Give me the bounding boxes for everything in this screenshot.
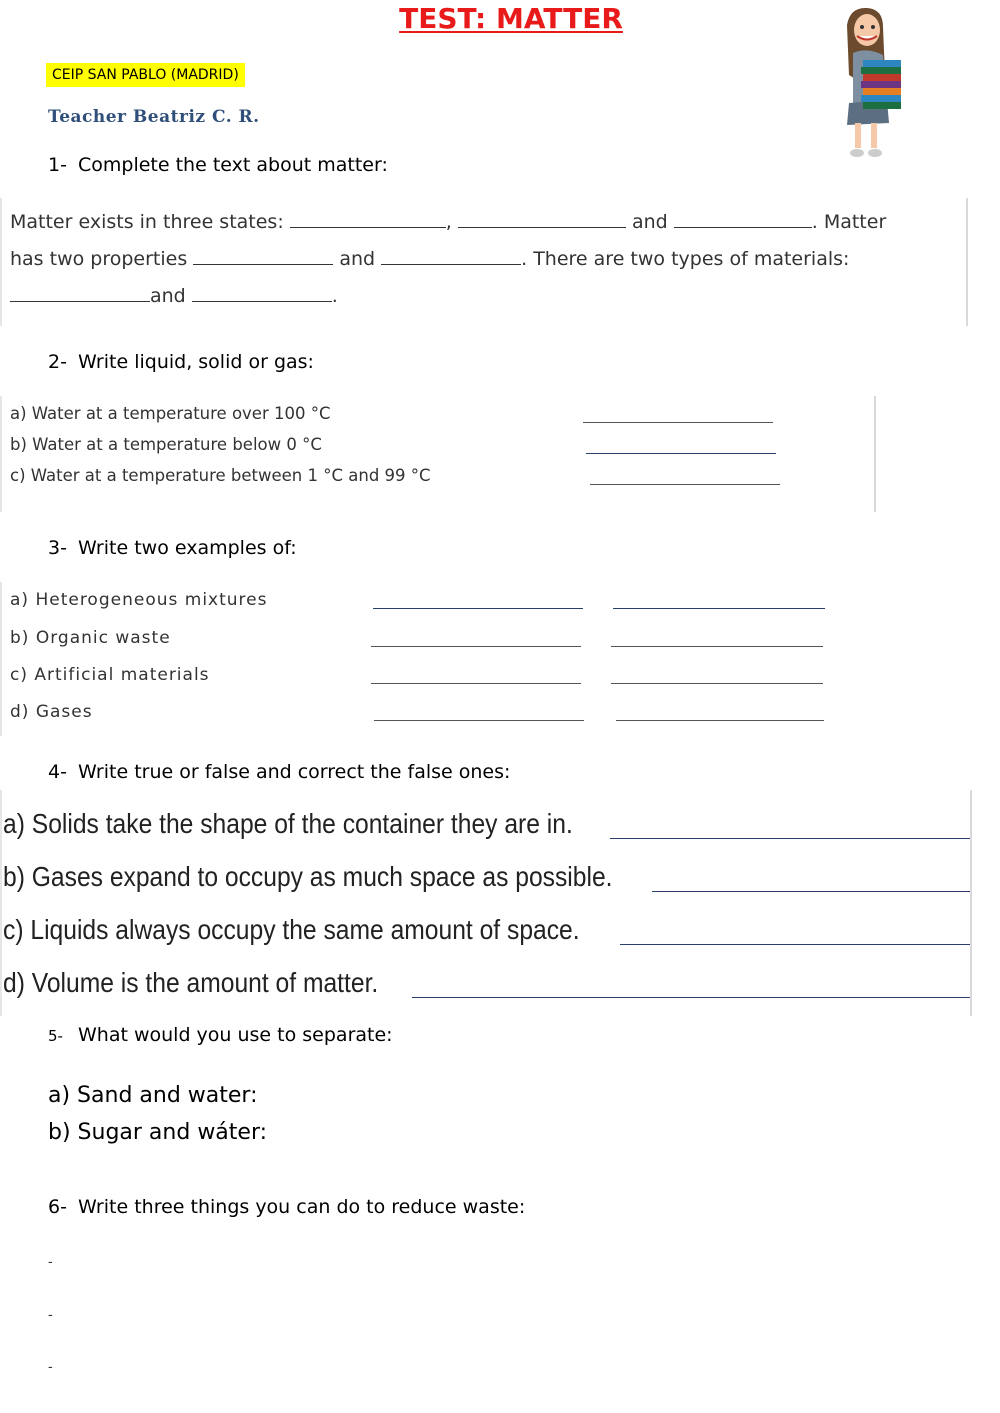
q3-item: c) Artificial materials [10, 665, 210, 685]
answer-line[interactable] [613, 608, 825, 609]
answer-dash: - [48, 1253, 53, 1269]
q3-item: b) Organic waste [10, 628, 171, 648]
question-text: Write three things you can do to reduce waste: [78, 1196, 526, 1218]
school-name: CEIP SAN PABLO (MADRID) [46, 63, 245, 87]
question-2 [48, 351, 314, 373]
answer-line[interactable] [586, 453, 776, 454]
answer-line[interactable] [583, 422, 773, 423]
blank-property-2[interactable] [381, 264, 521, 265]
question-number: 2- [48, 351, 67, 373]
blank-material-2[interactable] [192, 301, 332, 302]
q1-paragraph: Matter exists in three states: , and . Matter has two properties and . There are two types of materials: and . [10, 211, 887, 307]
q3-item: a) Heterogeneous mixtures [10, 590, 268, 610]
teacher-name: Teacher Beatriz C. R. [48, 107, 260, 127]
question-5 [48, 1024, 393, 1046]
question-text: Write liquid, solid or gas: [78, 351, 314, 373]
question-3 [48, 537, 297, 559]
question-number: 1- [48, 154, 67, 176]
answer-line[interactable] [412, 997, 970, 998]
answer-line[interactable] [371, 683, 581, 684]
teacher-avatar-icon [825, 5, 915, 165]
answer-line[interactable] [620, 944, 970, 945]
answer-line[interactable] [374, 720, 584, 721]
q2-item: a) Water at a temperature over 100 °C [10, 404, 331, 423]
answer-line[interactable] [611, 646, 823, 647]
q4-item: c) Liquids always occupy the same amount of space. [3, 914, 580, 945]
question-text: Write two examples of: [78, 537, 297, 559]
blank-state-1[interactable] [290, 227, 446, 228]
question-number: 5- [48, 1027, 63, 1045]
blank-state-3[interactable] [674, 227, 812, 228]
blank-state-2[interactable] [458, 227, 626, 228]
question-number: 4- [48, 761, 67, 783]
q2-item: b) Water at a temperature below 0 °C [10, 435, 322, 454]
answer-line[interactable] [616, 720, 824, 721]
blank-material-1[interactable] [10, 301, 150, 302]
q4-item: a) Solids take the shape of the container they are in. [3, 808, 573, 839]
question-number: 6- [48, 1196, 67, 1218]
answer-line[interactable] [610, 838, 970, 839]
answer-line[interactable] [611, 683, 823, 684]
question-3-box [0, 582, 2, 736]
q4-item: b) Gases expand to occupy as much space as possible. [3, 861, 613, 892]
q5-item: a) Sand and water: [48, 1083, 258, 1108]
answer-dash: - [48, 1306, 53, 1322]
q5-item: b) Sugar and wáter: [48, 1120, 268, 1145]
question-1 [48, 154, 388, 176]
blank-property-1[interactable] [193, 264, 333, 265]
question-number: 3- [48, 537, 67, 559]
question-text: What would you use to separate: [78, 1024, 393, 1046]
answer-line[interactable] [371, 646, 581, 647]
question-6 [48, 1196, 525, 1218]
question-text: Complete the text about matter: [78, 154, 388, 176]
answer-line[interactable] [652, 891, 970, 892]
answer-line[interactable] [590, 484, 780, 485]
q3-item: d) Gases [10, 702, 93, 722]
answer-dash: - [48, 1358, 53, 1374]
question-text: Write true or false and correct the false ones: [78, 761, 511, 783]
answer-line[interactable] [373, 608, 583, 609]
question-4 [48, 761, 510, 783]
page-title: TEST: MATTER [399, 2, 623, 35]
q2-item: c) Water at a temperature between 1 °C and 99 °C [10, 466, 431, 485]
q4-item: d) Volume is the amount of matter. [3, 967, 379, 998]
